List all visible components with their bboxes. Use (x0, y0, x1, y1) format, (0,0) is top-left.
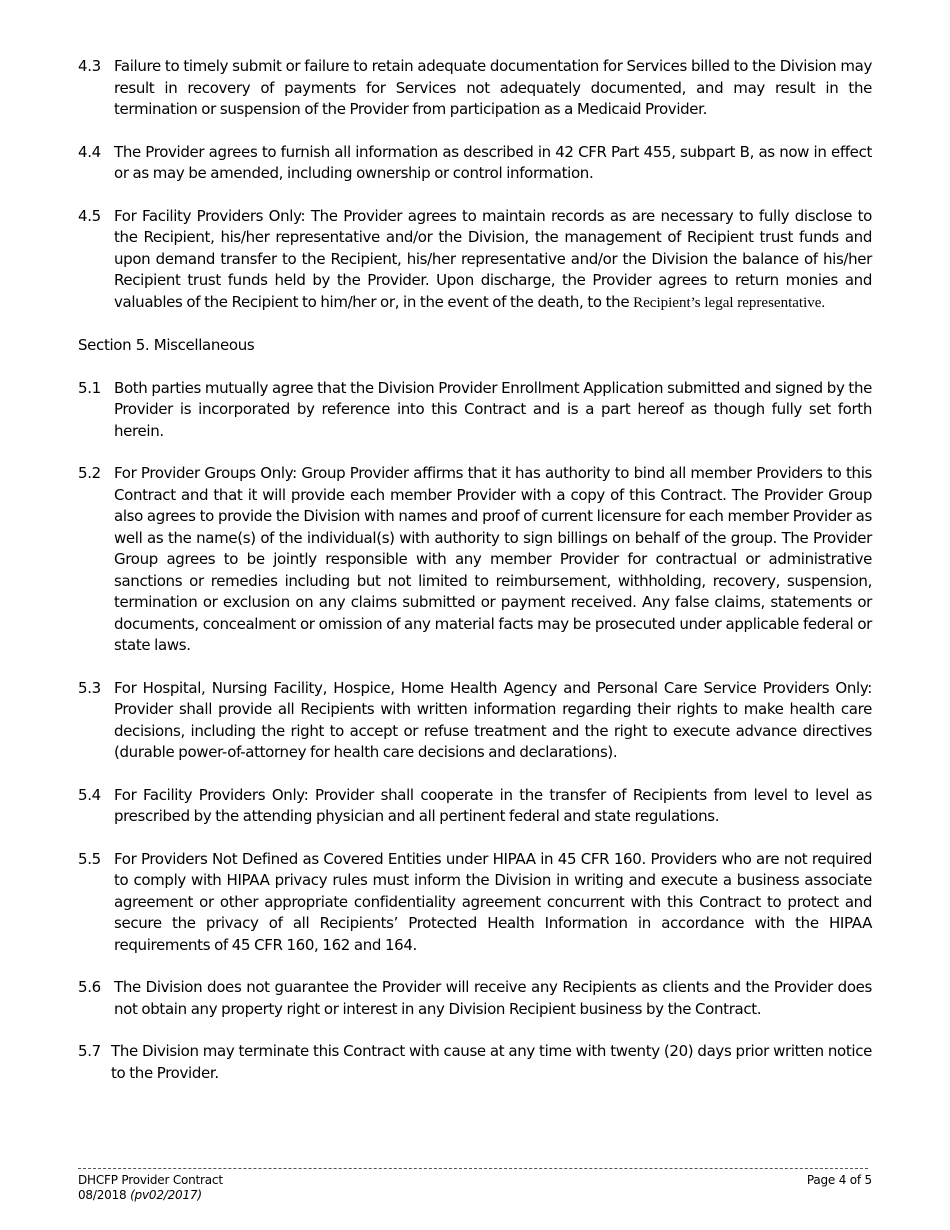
clause-4-3 (78, 56, 872, 121)
footer-divider (78, 1168, 868, 1169)
clause-text: The Division may terminate this Contract with cause at any time with twenty (20) days prior written notice to the Provider. (111, 1042, 872, 1082)
clause-text: For Facility Providers Only: The Provider agrees to maintain records as are necessary to fully disclose to the Recipient, his/her representative and/or the Division, the management of Recipient trust funds and upon demand transfer to the Recipient, his/her representative and/or the Division the balance of his/her Recipient trust funds held by the Provider. Upon discharge, the Provider agrees to return monies and valuables of the Recipient to him/her or, in the event of the death, to the (114, 206, 872, 311)
section-heading: Section 5. Miscellaneous (78, 336, 255, 354)
clause-number: 5.5 (78, 849, 101, 868)
clause-text-tail: Recipient’s legal representative. (633, 294, 826, 311)
footer-date: 08/2018 (78, 1188, 127, 1202)
page-footer (78, 1168, 872, 1203)
clause-text: For Hospital, Nursing Facility, Hospice, Home Health Agency and Personal Care Service Providers Only: Provider shall provide all Recipients with written information regarding their rights to make health care decisions, including the right to accept or refuse treatment and the right to execute advance directives (durable power-of-attorney for health care decisions and declarations). (114, 678, 872, 761)
clause-4-4 (78, 142, 872, 185)
footer-title: DHCFP Provider Contract (78, 1173, 223, 1187)
footer-page-number: Page 4 of 5 (806, 1173, 872, 1187)
clause-number: 5.4 (78, 785, 101, 804)
clause-5-7 (78, 1041, 872, 1084)
footer-row-top (78, 1173, 872, 1188)
clause-number: 4.3 (78, 57, 101, 75)
clause-5-1 (78, 378, 872, 443)
clause-number: 5.6 (78, 978, 101, 996)
clause-text: For Facility Providers Only: Provider shall cooperate in the transfer of Recipients from level to level as prescribed by the attending physician and all pertinent federal and state regulations. (114, 785, 872, 825)
clause-number: 5.1 (78, 378, 101, 397)
clause-number: 4.4 (78, 142, 101, 161)
clause-number: 5.7 (78, 1042, 101, 1060)
clause-text: The Division does not guarantee the Provider will receive any Recipients as clients and the Provider does not obtain any property right or interest in any Division Recipient business by the Contract. (114, 978, 872, 1018)
clause-text: For Provider Groups Only: Group Provider affirms that it has authority to bind all member Providers to this Contract and that it will provide each member Provider with a copy of this Contract. The Provider Group also agrees to provide the Division with names and proof of current licensure for each member Provider as well as the name(s) of the individual(s) with authority to sign billings on behalf of the group. The Provider Group agrees to be jointly responsible with any member Provider for contractual or administrative sanctions or remedies including but not limited to reimbursement, withholding, recovery, suspension, termination or exclusion on any claims submitted or payment received. Any false claims, statements or documents, concealment or omission of any material facts may be prosecuted under applicable federal or state laws. (114, 464, 872, 654)
clause-text: For Providers Not Defined as Covered Entities under HIPAA in 45 CFR 160. Providers who are not required to comply with HIPAA privacy rules must inform the Division in writing and execute a business associate agreement or other appropriate confidentiality agreement concurrent with this Contract to protect and secure the privacy of all Recipients’ Protected Health Information in accordance with the HIPAA requirements of 45 CFR 160, 162 and 164. (114, 849, 872, 954)
footer-row-bottom (78, 1188, 872, 1203)
clause-number: 5.2 (78, 464, 101, 482)
clause-text: The Provider agrees to furnish all information as described in 42 CFR Part 455, subpart B, as now in effect or as may be amended, including ownership or control information. (114, 142, 872, 182)
clause-5-5 (78, 849, 872, 957)
clause-text: Both parties mutually agree that the Division Provider Enrollment Application submitted and signed by the Provider is incorporated by reference into this Contract and is a part hereof as though fully set forth herein. (114, 378, 872, 440)
clause-5-4 (78, 785, 872, 828)
clause-number: 5.3 (78, 678, 101, 697)
clause-number: 4.5 (78, 206, 101, 225)
footer-revision (78, 1188, 202, 1203)
clause-5-6 (78, 977, 872, 1020)
clause-text: Failure to timely submit or failure to retain adequate documentation for Services billed to the Division may result in recovery of payments for Services not adequately documented, and may result in the termination or suspension of the Provider from participation as a Medicaid Provider. (114, 57, 872, 118)
clause-5-3 (78, 678, 872, 764)
clause-4-5 (78, 206, 872, 315)
footer-version: (pv02/2017) (130, 1188, 202, 1202)
document-page (78, 56, 872, 1105)
clause-5-2 (78, 463, 872, 657)
